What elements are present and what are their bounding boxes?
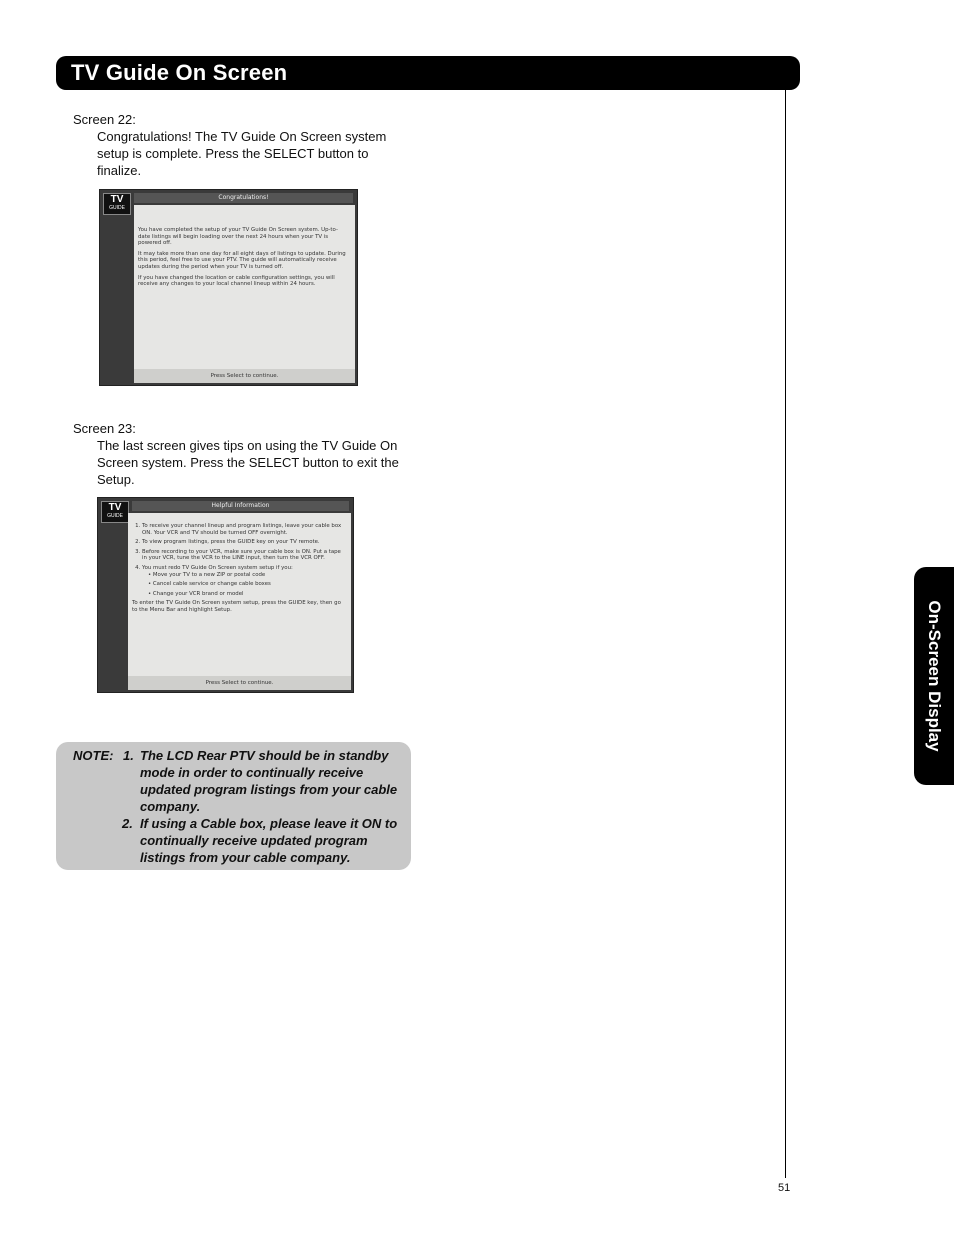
screen22-description: Congratulations! The TV Guide On Screen system setup is complete. Press the SELECT button to finalize. — [97, 129, 387, 178]
page-divider — [785, 88, 786, 1178]
tv-guide-logo: TV GUIDE — [103, 193, 131, 215]
note-number: 1. — [123, 748, 134, 763]
screen23-closing: To enter the TV Guide On Screen system setup, press the GUIDE key, then go to the Menu Bar and highlight Setup. — [132, 600, 341, 613]
screen22-label: Screen 22: — [73, 112, 136, 127]
screen22-screenshot — [99, 189, 358, 386]
screen23-screenshot — [97, 497, 354, 693]
screen23-heading: Helpful Information — [132, 501, 349, 511]
screen22-heading: Congratulations! — [134, 193, 353, 203]
screen23-bullets — [142, 572, 345, 598]
screen23-tips-list — [132, 523, 345, 597]
list-item: 4. You must redo TV Guide On Screen system setup if you: • Move your TV to a new ZIP or postal code • Cancel cable service or change cable boxes • Change your VCR brand or model — [142, 565, 345, 597]
screen23-info-panel — [128, 513, 351, 676]
screen23-label: Screen 23: — [73, 421, 136, 436]
screen22-message-panel — [134, 205, 355, 369]
screen22-paragraph: You have completed the setup of your TV Guide On Screen system. Up-to-date listings will begin loading over the next 24 hours when your TV is powered off. — [138, 227, 338, 247]
tv-guide-logo: TV GUIDE — [101, 501, 129, 523]
screen22-paragraph: If you have changed the location or cable configuration settings, you will receive any changes to your local channel lineup within 24 hours. — [138, 274, 335, 288]
page-number: 51 — [778, 1182, 791, 1194]
bullet-item: • Cancel cable service or change cable boxes — [148, 581, 271, 588]
list-item: 2. To view program listings, press the GUIDE key on your TV remote. — [142, 539, 345, 546]
note-box — [56, 742, 411, 870]
bullet-item: • Change your VCR brand or model — [148, 590, 244, 597]
screen23-description: The last screen gives tips on using the TV Guide On Screen system. Press the SELECT button to exit the Setup. — [97, 438, 399, 487]
page-title: TV Guide On Screen — [71, 60, 288, 85]
section-tab-label: On-Screen Display — [925, 600, 944, 752]
note-text: If using a Cable box, please leave it ON to continually receive updated program listings from your cable company. — [140, 816, 398, 865]
screen22-paragraph: It may take more than one day for all eight days of listings to update. During this period, feel free to use your PTV. The guide will automatically receive updates during the period when your TV is turned off. — [138, 250, 346, 270]
page-title-bar — [56, 56, 800, 90]
list-item: 3. Before recording to your VCR, make sure your cable box is ON. Put a tape in your VCR, tune the VCR to the LINE input, then turn the VCR OFF. — [142, 549, 345, 562]
bullet-item: • Move your TV to a new ZIP or postal code — [148, 571, 266, 578]
list-item: 1. To receive your channel lineup and program listings, leave your cable box ON. Your VCR and TV should be turned OFF overnight. — [142, 523, 345, 536]
note-text: The LCD Rear PTV should be in standby mode in order to continually receive updated program listings from your cable company. — [140, 748, 398, 814]
screen23-footer: Press Select to continue. — [128, 676, 351, 690]
note-number: 2. — [122, 816, 133, 831]
screen22-footer: Press Select to continue. — [134, 369, 355, 383]
section-tab — [914, 567, 954, 785]
note-label: NOTE: — [73, 748, 114, 763]
